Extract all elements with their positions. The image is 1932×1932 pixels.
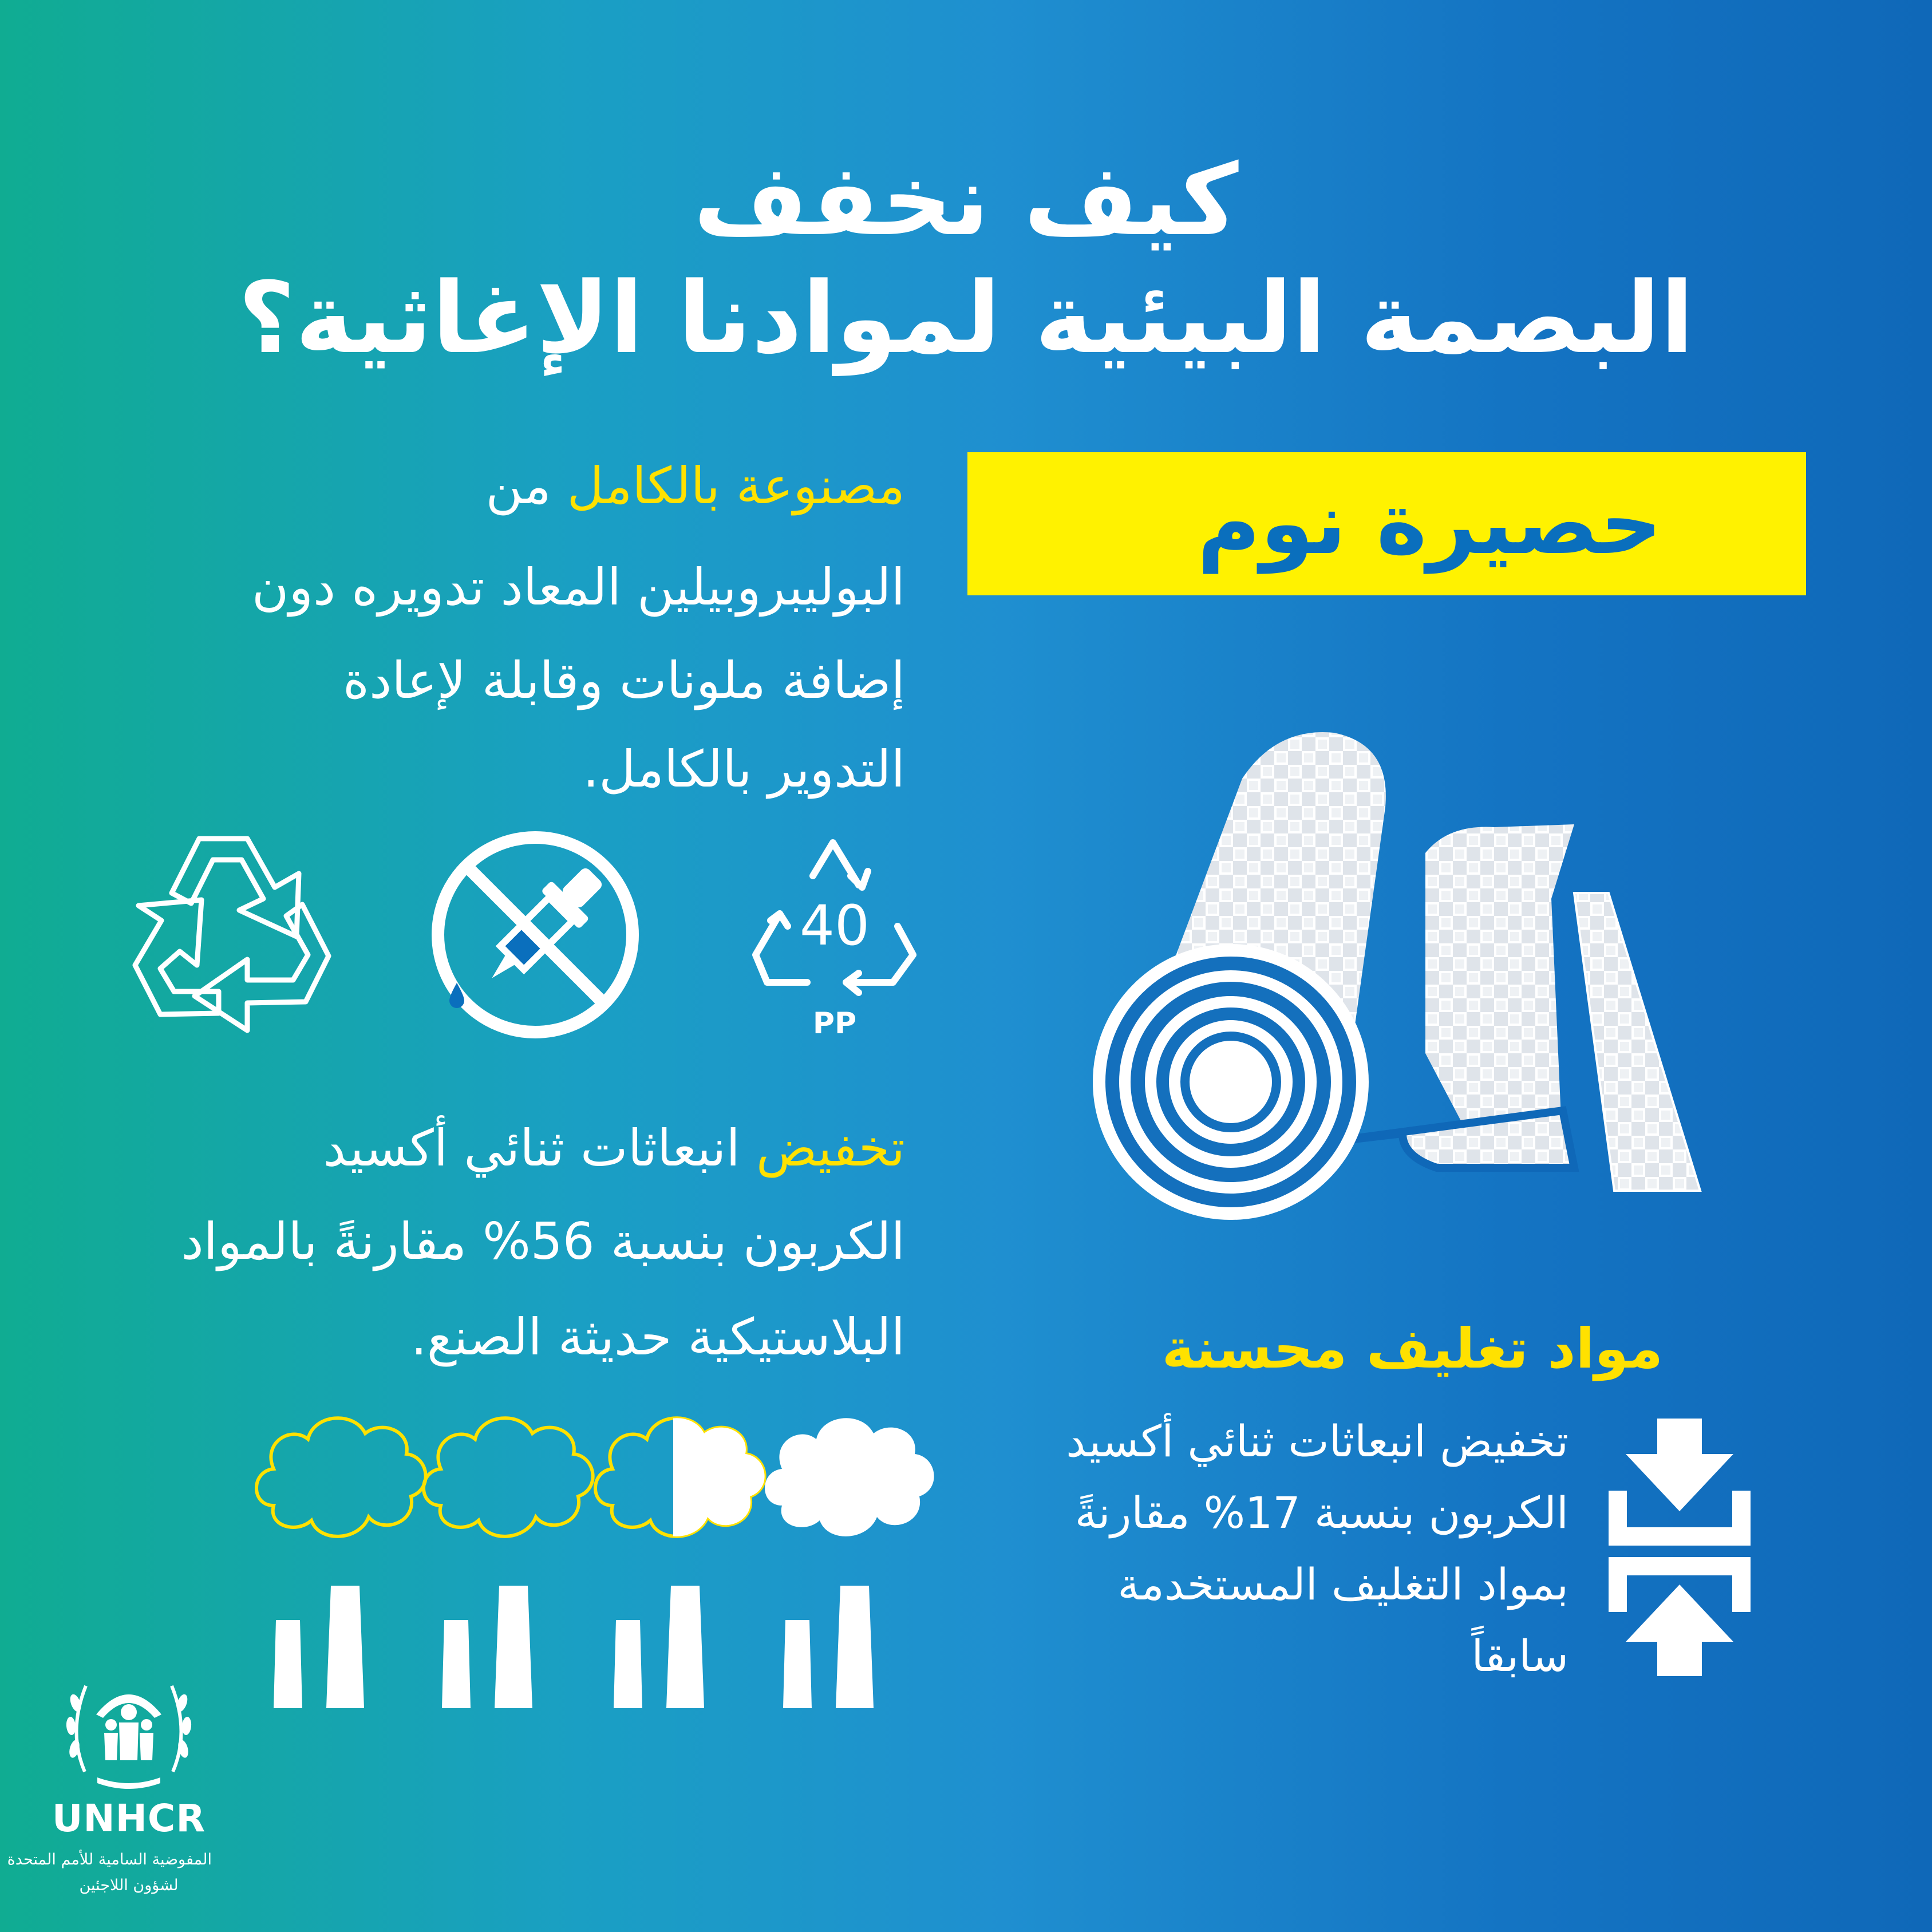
factory-2 (424, 1418, 593, 1708)
unhcr-emblem-icon (63, 1663, 195, 1795)
emission-desc-line3: البلاستيكية حديثة الصنع. (410, 1307, 905, 1366)
material-desc-line3: إضافة ملونات وقابلة لإعادة (342, 651, 905, 710)
emission-desc-line1-rest: انبعاثات ثنائي أكسيد (323, 1119, 740, 1178)
factory-smoke-icons (252, 1397, 916, 1717)
compress-arrows-icon (1609, 1419, 1751, 1676)
product-banner (967, 452, 1806, 595)
packaging-desc-line4: سابقاً (1471, 1630, 1568, 1681)
factory-1 (256, 1418, 426, 1708)
packaging-desc-line2: الكربون بنسبة 17% مقارنةً (1074, 1487, 1568, 1538)
pp-code-number: 40 (799, 894, 870, 958)
logo-subtitle-line1: المفوضية السامية للأمم المتحدة (7, 1851, 212, 1868)
packaging-title: مواد تغليف محسنة (1161, 1317, 1663, 1381)
material-desc-line4: التدوير بالكامل. (583, 740, 905, 799)
factory-3 (595, 1418, 765, 1708)
page-title-line2: البصمة البيئية لموادنا الإغاثية؟ (238, 260, 1694, 376)
rolled-mat-icon (1082, 710, 1712, 1214)
emission-desc-line1 (323, 1119, 905, 1178)
emission-desc-line2: الكربون بنسبة 56% مقارنةً بالمواد (181, 1212, 905, 1271)
recycle-icon (127, 824, 349, 1042)
no-dye-dropper-icon (430, 830, 640, 1040)
pp-recycling-code-icon (750, 830, 922, 1042)
packaging-desc-line1: تخفيض انبعاثات ثنائي أكسيد (1066, 1416, 1568, 1467)
emission-desc-highlight: تخفيض (756, 1119, 905, 1178)
material-desc-line2: البوليبروبيلين المعاد تدويره دون (251, 558, 905, 617)
packaging-desc-line3: بمواد التغليف المستخدمة (1117, 1559, 1568, 1610)
product-name: حصيرة نوم (1197, 474, 1662, 574)
logo-name: UNHCR (52, 1796, 206, 1840)
factory-4 (765, 1418, 934, 1708)
pp-code-label: PP (812, 1006, 857, 1041)
logo-subtitle-line2: لشؤون اللاجئين (79, 1876, 179, 1894)
page-title-line1: كيف نخفف (693, 143, 1239, 258)
material-desc-line1-rest: من (485, 456, 551, 515)
material-desc-line1 (485, 456, 905, 515)
material-desc-highlight: مصنوعة بالكامل (567, 456, 905, 515)
